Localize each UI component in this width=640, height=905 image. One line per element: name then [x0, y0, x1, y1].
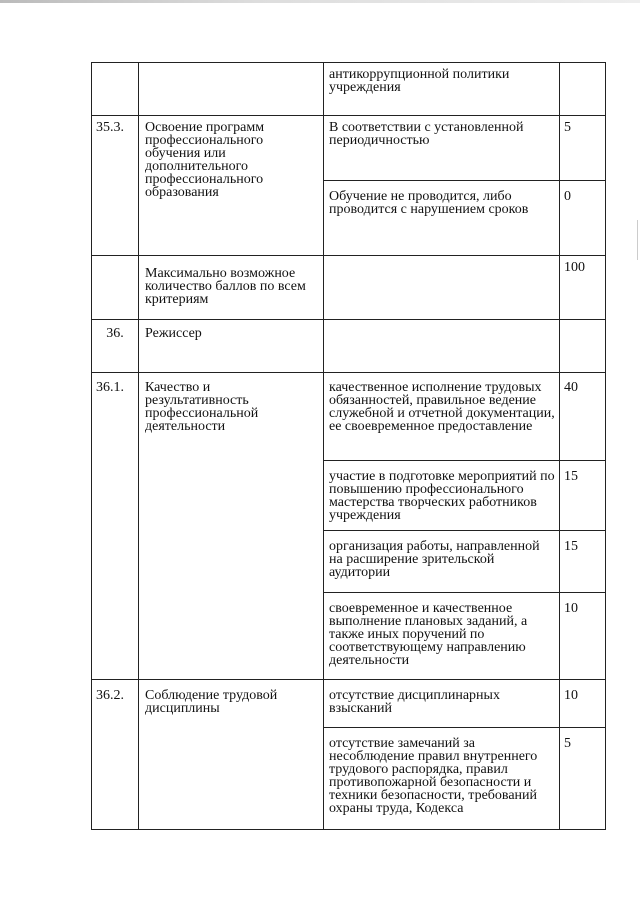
- indicator-cell: [139, 116, 324, 256]
- points-value: 10: [564, 688, 578, 703]
- row-number-cell: [92, 116, 139, 256]
- criterion-cell: [324, 320, 560, 373]
- indicator-text: Соблюдение трудовой дисциплины: [145, 688, 278, 716]
- points-cell: [560, 256, 606, 320]
- criterion-cell: [324, 256, 560, 320]
- criteria-table: [91, 62, 606, 830]
- criterion-cell: [324, 181, 560, 256]
- row-number: 36.1.: [96, 380, 124, 395]
- criterion-text: отсутствие замечаний за несоблюдение правил внутреннего трудового распорядка, правил противопожарной безопасности и техники безопасности, требований охраны труда, Кодекса: [329, 736, 538, 816]
- points-value: 5: [564, 120, 571, 135]
- table-row: [92, 116, 606, 181]
- points-value: 15: [564, 469, 578, 484]
- indicator-cell: [139, 256, 324, 320]
- criterion-cell: [324, 531, 560, 593]
- row-number-cell: [92, 680, 139, 830]
- points-cell: [560, 531, 606, 593]
- indicator-cell: [139, 373, 324, 680]
- points-cell: [560, 63, 606, 116]
- criterion-cell: [324, 373, 560, 461]
- indicator-text: Качество и результативность профессиональной деятельности: [145, 380, 259, 434]
- points-value: 10: [564, 601, 578, 616]
- points-cell: [560, 373, 606, 461]
- criterion-text: своевременное и качественное выполнение плановых заданий, а также иных поручений по соответствующему направлению деятельности: [329, 601, 528, 668]
- points-value: 0: [564, 189, 571, 204]
- indicator-cell: [139, 63, 324, 116]
- criterion-text: участие в подготовке мероприятий по повышению профессионального мастерства творческих работников учреждения: [329, 469, 555, 523]
- criterion-cell: [324, 728, 560, 830]
- indicator-cell: [139, 680, 324, 830]
- row-number: 36.: [106, 326, 124, 341]
- criterion-text: антикоррупционной политики учреждения: [329, 67, 510, 95]
- criterion-text: Обучение не проводится, либо проводится с нарушением сроков: [329, 189, 529, 217]
- criterion-text: качественное исполнение трудовых обязанностей, правильное ведение служебной и отчетной документации, ее своевременное предоставление: [329, 380, 555, 434]
- table-row: [92, 63, 606, 116]
- criterion-cell: [324, 116, 560, 181]
- indicator-cell: [139, 320, 324, 373]
- row-number: 36.2.: [96, 688, 124, 703]
- points-cell: [560, 461, 606, 531]
- points-cell: [560, 593, 606, 680]
- table-row: [92, 320, 606, 373]
- points-cell: [560, 680, 606, 728]
- indicator-text: Максимально возможное количество баллов по всем критериям: [145, 266, 306, 307]
- row-number-cell: [92, 256, 139, 320]
- points-cell: [560, 320, 606, 373]
- criterion-text: отсутствие дисциплинарных взысканий: [329, 688, 500, 716]
- row-number-cell: [92, 63, 139, 116]
- row-number-cell: [92, 320, 139, 373]
- table-row: [92, 256, 606, 320]
- criterion-cell: [324, 593, 560, 680]
- points-value: 40: [564, 380, 578, 395]
- points-value: 100: [564, 260, 585, 275]
- row-number: 35.3.: [96, 120, 124, 135]
- criterion-cell: [324, 63, 560, 116]
- table-row: [92, 373, 606, 461]
- criterion-cell: [324, 461, 560, 531]
- scan-edge-mark: [637, 220, 638, 260]
- table-row: [92, 680, 606, 728]
- points-cell: [560, 116, 606, 181]
- criterion-cell: [324, 680, 560, 728]
- points-value: 15: [564, 539, 578, 554]
- section-title: Режиссер: [145, 326, 202, 341]
- criterion-text: В соответствии с установленной периодичностью: [329, 120, 524, 148]
- row-number-cell: [92, 373, 139, 680]
- points-cell: [560, 728, 606, 830]
- criterion-text: организация работы, направленной на расширение зрительской аудитории: [329, 539, 540, 580]
- scan-top-edge: [0, 0, 640, 3]
- points-cell: [560, 181, 606, 256]
- indicator-text: Освоение программ профессионального обучения или дополнительного профессионального образования: [145, 120, 265, 200]
- points-value: 5: [564, 736, 571, 751]
